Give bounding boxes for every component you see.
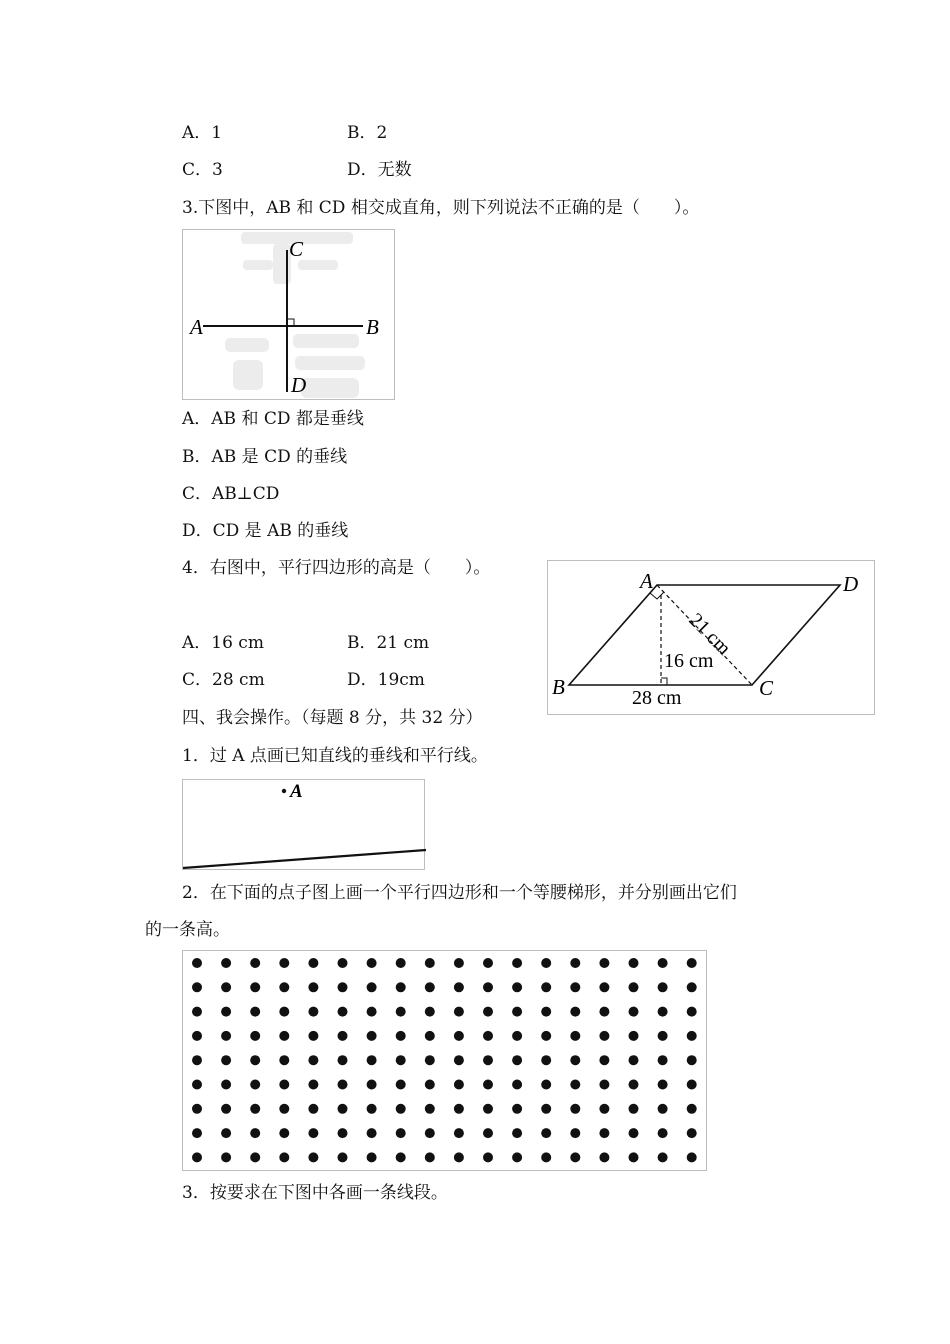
- grid-dot: [192, 1128, 202, 1138]
- q2-option-d: D．无数: [347, 160, 412, 180]
- grid-dot: [454, 1104, 464, 1114]
- grid-dot: [425, 1031, 435, 1041]
- para-d-label: D: [843, 572, 859, 596]
- grid-dot: [250, 1080, 260, 1090]
- grid-dot: [192, 1055, 202, 1065]
- point-a-label: A: [190, 315, 203, 339]
- grid-dot: [599, 1007, 609, 1017]
- grid-dot: [192, 1007, 202, 1017]
- q4-figure: [547, 560, 875, 715]
- grid-dot: [279, 1152, 289, 1162]
- grid-dot: [221, 982, 231, 992]
- grid-dot: [396, 1007, 406, 1017]
- grid-dot: [279, 982, 289, 992]
- grid-dot: [599, 1080, 609, 1090]
- grid-dot: [570, 1152, 580, 1162]
- grid-dot: [221, 1055, 231, 1065]
- grid-dot: [512, 1080, 522, 1090]
- grid-dot: [338, 1128, 348, 1138]
- grid-dot: [279, 1031, 289, 1041]
- grid-dot: [250, 1104, 260, 1114]
- grid-dot: [338, 1007, 348, 1017]
- grid-dot: [425, 982, 435, 992]
- grid-dot: [396, 1104, 406, 1114]
- s4-q1-figure: [182, 779, 425, 870]
- grid-dot: [192, 958, 202, 968]
- grid-dot: [192, 1080, 202, 1090]
- grid-dot: [483, 1055, 493, 1065]
- grid-dot: [279, 1128, 289, 1138]
- point-d-label: D: [291, 373, 307, 397]
- grid-dot: [338, 982, 348, 992]
- grid-dot: [338, 1080, 348, 1090]
- grid-dot: [658, 958, 668, 968]
- grid-dot: [454, 1128, 464, 1138]
- grid-dot: [687, 982, 697, 992]
- grid-dot: [570, 1007, 580, 1017]
- grid-dot: [396, 1128, 406, 1138]
- grid-dot: [483, 958, 493, 968]
- q2-option-b: B．2: [347, 123, 388, 143]
- s4-q2-text-line2: 的一条高。: [145, 920, 230, 940]
- grid-dot: [658, 1080, 668, 1090]
- q4-question: 4．右图中，平行四边形的高是（ ）。: [182, 558, 491, 578]
- grid-dot: [338, 1031, 348, 1041]
- grid-dot: [599, 982, 609, 992]
- grid-dot: [687, 1104, 697, 1114]
- grid-dot: [279, 1080, 289, 1090]
- grid-dot: [570, 958, 580, 968]
- grid-dot: [250, 958, 260, 968]
- grid-dot: [454, 958, 464, 968]
- grid-dot: [221, 1007, 231, 1017]
- dot-grid-figure: [182, 950, 707, 1171]
- q3-option-b: B．AB 是 CD 的垂线: [182, 447, 348, 467]
- grid-dot: [308, 1007, 318, 1017]
- grid-dot: [250, 1128, 260, 1138]
- q2-option-a: A．1: [182, 123, 223, 143]
- q4-option-c: C．28 cm: [182, 670, 265, 690]
- grid-dot: [192, 1031, 202, 1041]
- grid-dot: [192, 1104, 202, 1114]
- grid-dot: [599, 1152, 609, 1162]
- grid-dot: [483, 1031, 493, 1041]
- grid-dot: [367, 1055, 377, 1065]
- grid-dot: [454, 1152, 464, 1162]
- grid-dot: [629, 958, 639, 968]
- section-title: 四、我会操作。（每题 8 分，共 32 分）: [182, 708, 483, 728]
- grid-dot: [570, 1128, 580, 1138]
- grid-dot: [512, 1104, 522, 1114]
- point-a: [282, 789, 286, 793]
- grid-dot: [192, 982, 202, 992]
- grid-dot: [396, 1080, 406, 1090]
- grid-dot: [308, 958, 318, 968]
- grid-dot: [599, 958, 609, 968]
- grid-dot: [367, 958, 377, 968]
- grid-dot: [512, 1007, 522, 1017]
- grid-dot: [483, 1128, 493, 1138]
- grid-dot: [367, 1031, 377, 1041]
- grid-dot: [599, 1104, 609, 1114]
- grid-dot: [250, 1055, 260, 1065]
- grid-dot: [425, 1128, 435, 1138]
- line-and-point-diagram: [183, 780, 426, 871]
- grid-dot: [308, 1104, 318, 1114]
- q3-question: 3.下图中，AB 和 CD 相交成直角，则下列说法不正确的是（ ）。: [182, 198, 700, 218]
- s4-q2-text-line1: 2．在下面的点子图上画一个平行四边形和一个等腰梯形，并分别画出它们: [182, 883, 737, 903]
- grid-dot: [221, 958, 231, 968]
- grid-dot: [541, 1055, 551, 1065]
- perpendicular-lines-diagram: [183, 230, 396, 401]
- grid-dot: [687, 1152, 697, 1162]
- grid-dot: [279, 1104, 289, 1114]
- height-length-label: 16 cm: [664, 650, 714, 672]
- s4-q3-text: 3．按要求在下图中各画一条线段。: [182, 1183, 448, 1203]
- grid-dot: [221, 1152, 231, 1162]
- grid-dot: [454, 982, 464, 992]
- grid-dot: [396, 958, 406, 968]
- grid-dot: [221, 1080, 231, 1090]
- q4-option-b: B．21 cm: [347, 633, 430, 653]
- grid-dot: [483, 1152, 493, 1162]
- q3-option-a: A．AB 和 CD 都是垂线: [182, 409, 364, 429]
- q4-option-d: D．19cm: [347, 670, 425, 690]
- grid-dot: [687, 1031, 697, 1041]
- grid-dot: [483, 1104, 493, 1114]
- grid-dot: [512, 1152, 522, 1162]
- grid-dot: [308, 1080, 318, 1090]
- grid-dot: [570, 1031, 580, 1041]
- grid-dot: [425, 1080, 435, 1090]
- grid-dot: [658, 1152, 668, 1162]
- grid-dot: [541, 1080, 551, 1090]
- grid-dot: [396, 1152, 406, 1162]
- grid-dot: [279, 958, 289, 968]
- grid-dot: [658, 1104, 668, 1114]
- grid-dot: [192, 1152, 202, 1162]
- grid-dot: [221, 1104, 231, 1114]
- grid-dot: [367, 1104, 377, 1114]
- grid-dot: [483, 1080, 493, 1090]
- grid-dot: [570, 1080, 580, 1090]
- grid-dot: [396, 1055, 406, 1065]
- grid-dot: [541, 1152, 551, 1162]
- grid-dot: [512, 1128, 522, 1138]
- grid-dot: [425, 1055, 435, 1065]
- grid-dot: [308, 982, 318, 992]
- given-line: [183, 850, 426, 868]
- grid-dot: [599, 1031, 609, 1041]
- grid-dot: [658, 1007, 668, 1017]
- grid-dot: [658, 1128, 668, 1138]
- grid-dot: [541, 1031, 551, 1041]
- grid-dot: [629, 1055, 639, 1065]
- grid-dot: [425, 958, 435, 968]
- q2-option-c: C．3: [182, 160, 223, 180]
- grid-dot: [658, 982, 668, 992]
- grid-dot: [629, 1031, 639, 1041]
- grid-dot: [687, 1055, 697, 1065]
- grid-dot: [367, 1007, 377, 1017]
- grid-dot: [483, 982, 493, 992]
- grid-dot: [599, 1055, 609, 1065]
- grid-dot: [599, 1128, 609, 1138]
- grid-dot: [221, 1128, 231, 1138]
- q3-figure: [182, 229, 395, 400]
- grid-dot: [454, 1080, 464, 1090]
- grid-dot: [512, 1031, 522, 1041]
- grid-dot: [687, 958, 697, 968]
- grid-dot: [308, 1055, 318, 1065]
- grid-dot: [541, 958, 551, 968]
- grid-dot: [541, 1007, 551, 1017]
- grid-dot: [512, 982, 522, 992]
- grid-dot: [687, 1080, 697, 1090]
- grid-dot: [454, 1055, 464, 1065]
- diagonal-length-label: 21 cm: [684, 608, 735, 660]
- grid-dot: [629, 1104, 639, 1114]
- grid-dot: [629, 982, 639, 992]
- grid-dot: [512, 1055, 522, 1065]
- grid-dot: [687, 1007, 697, 1017]
- grid-dot: [454, 1007, 464, 1017]
- grid-dot: [425, 1104, 435, 1114]
- grid-dot: [396, 982, 406, 992]
- grid-dot: [221, 1031, 231, 1041]
- dot-grid: [183, 951, 708, 1172]
- grid-dot: [279, 1055, 289, 1065]
- grid-dot: [396, 1031, 406, 1041]
- grid-dot: [658, 1055, 668, 1065]
- grid-dot: [629, 1080, 639, 1090]
- grid-dot: [308, 1128, 318, 1138]
- grid-dot: [250, 982, 260, 992]
- grid-dot: [250, 1007, 260, 1017]
- grid-dot: [629, 1007, 639, 1017]
- grid-dot: [687, 1128, 697, 1138]
- para-c-label: C: [759, 676, 774, 700]
- grid-dot: [570, 1104, 580, 1114]
- para-a-label: A: [640, 569, 653, 593]
- grid-dot: [279, 1007, 289, 1017]
- grid-dot: [367, 982, 377, 992]
- base-length-label: 28 cm: [632, 687, 682, 709]
- grid-dot: [570, 1055, 580, 1065]
- grid-dot: [629, 1152, 639, 1162]
- s4-q1-text: 1．过 A 点画已知直线的垂线和平行线。: [182, 746, 488, 766]
- para-b-label: B: [552, 675, 565, 699]
- grid-dot: [425, 1007, 435, 1017]
- grid-dot: [338, 958, 348, 968]
- grid-dot: [250, 1031, 260, 1041]
- grid-dot: [629, 1128, 639, 1138]
- parallelogram-diagram: [548, 561, 876, 716]
- grid-dot: [367, 1080, 377, 1090]
- grid-dot: [512, 958, 522, 968]
- grid-dot: [308, 1031, 318, 1041]
- grid-dot: [658, 1031, 668, 1041]
- point-b-label: B: [366, 315, 379, 339]
- grid-dot: [541, 1128, 551, 1138]
- q3-option-c: C．AB⊥CD: [182, 484, 280, 504]
- grid-dot: [250, 1152, 260, 1162]
- q4-option-a: A．16 cm: [182, 633, 264, 653]
- grid-dot: [483, 1007, 493, 1017]
- grid-dot: [367, 1128, 377, 1138]
- grid-dot: [338, 1152, 348, 1162]
- grid-dot: [541, 1104, 551, 1114]
- point-a-label: A: [290, 781, 303, 802]
- grid-dot: [454, 1031, 464, 1041]
- grid-dot: [308, 1152, 318, 1162]
- q3-option-d: D．CD 是 AB 的垂线: [182, 521, 349, 541]
- grid-dot: [367, 1152, 377, 1162]
- grid-dot: [541, 982, 551, 992]
- grid-dot: [338, 1055, 348, 1065]
- grid-dot: [570, 982, 580, 992]
- grid-dot: [425, 1152, 435, 1162]
- point-c-label: C: [289, 237, 304, 261]
- grid-dot: [338, 1104, 348, 1114]
